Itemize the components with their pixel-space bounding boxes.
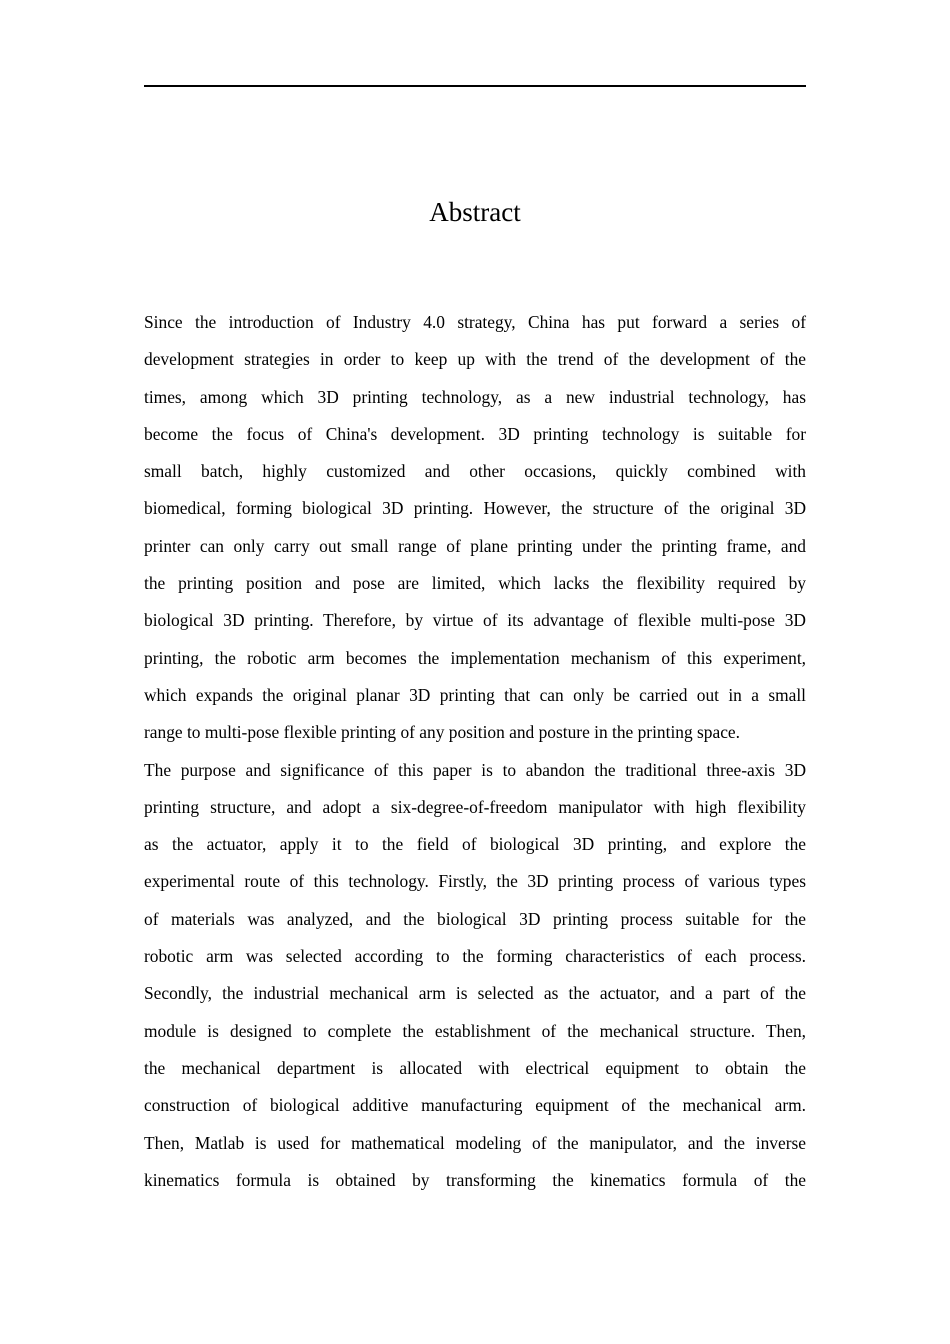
abstract-line: printer can only carry out small range of plane printing under the printing frame, and	[144, 535, 806, 556]
abstract-line: The purpose and significance of this paper is to abandon the traditional three-axis 3D	[144, 759, 806, 780]
abstract-line: printing structure, and adopt a six-degree-of-freedom manipulator with high flexibility	[144, 796, 806, 817]
abstract-line: development strategies in order to keep up with the trend of the development of the	[144, 349, 806, 370]
abstract-line: small batch, highly customized and other occasions, quickly combined with	[144, 461, 806, 482]
abstract-line: range to multi-pose flexible printing of any position and posture in the printing space.	[144, 722, 740, 743]
abstract-line: kinematics formula is obtained by transforming the kinematics formula of the	[144, 1169, 806, 1190]
abstract-line: biomedical, forming biological 3D printing. However, the structure of the original 3D	[144, 498, 806, 519]
abstract-title: Abstract	[429, 197, 521, 227]
abstract-line: robotic arm was selected according to the forming characteristics of each process.	[144, 946, 806, 967]
abstract-line: module is designed to complete the establishment of the mechanical structure. Then,	[144, 1020, 806, 1041]
abstract-line: of materials was analyzed, and the biological 3D printing process suitable for the	[144, 908, 806, 929]
abstract-line: which expands the original planar 3D printing that can only be carried out in a small	[144, 684, 806, 705]
abstract-line: Secondly, the industrial mechanical arm is selected as the actuator, and a part of the	[144, 983, 806, 1004]
abstract-line: Since the introduction of Industry 4.0 strategy, China has put forward a series of	[144, 312, 806, 332]
abstract-line: experimental route of this technology. Firstly, the 3D printing process of various types	[144, 871, 806, 892]
abstract-line: printing, the robotic arm becomes the implementation mechanism of this experiment,	[144, 647, 806, 668]
abstract-line: become the focus of China's development. 3D printing technology is suitable for	[144, 423, 806, 444]
abstract-line: the mechanical department is allocated with electrical equipment to obtain the	[144, 1057, 806, 1078]
abstract-line: times, among which 3D printing technology, as a new industrial technology, has	[144, 386, 806, 407]
abstract-line: the printing position and pose are limited, which lacks the flexibility required by	[144, 573, 806, 594]
abstract-line: construction of biological additive manufacturing equipment of the mechanical arm.	[144, 1095, 806, 1116]
abstract-line: Then, Matlab is used for mathematical modeling of the manipulator, and the inverse	[144, 1132, 806, 1153]
abstract-body	[144, 304, 806, 1199]
abstract-line: as the actuator, apply it to the field of biological 3D printing, and explore the	[144, 834, 806, 855]
header-rule	[144, 85, 806, 87]
abstract-line: biological 3D printing. Therefore, by virtue of its advantage of flexible multi-pose 3D	[144, 610, 806, 631]
